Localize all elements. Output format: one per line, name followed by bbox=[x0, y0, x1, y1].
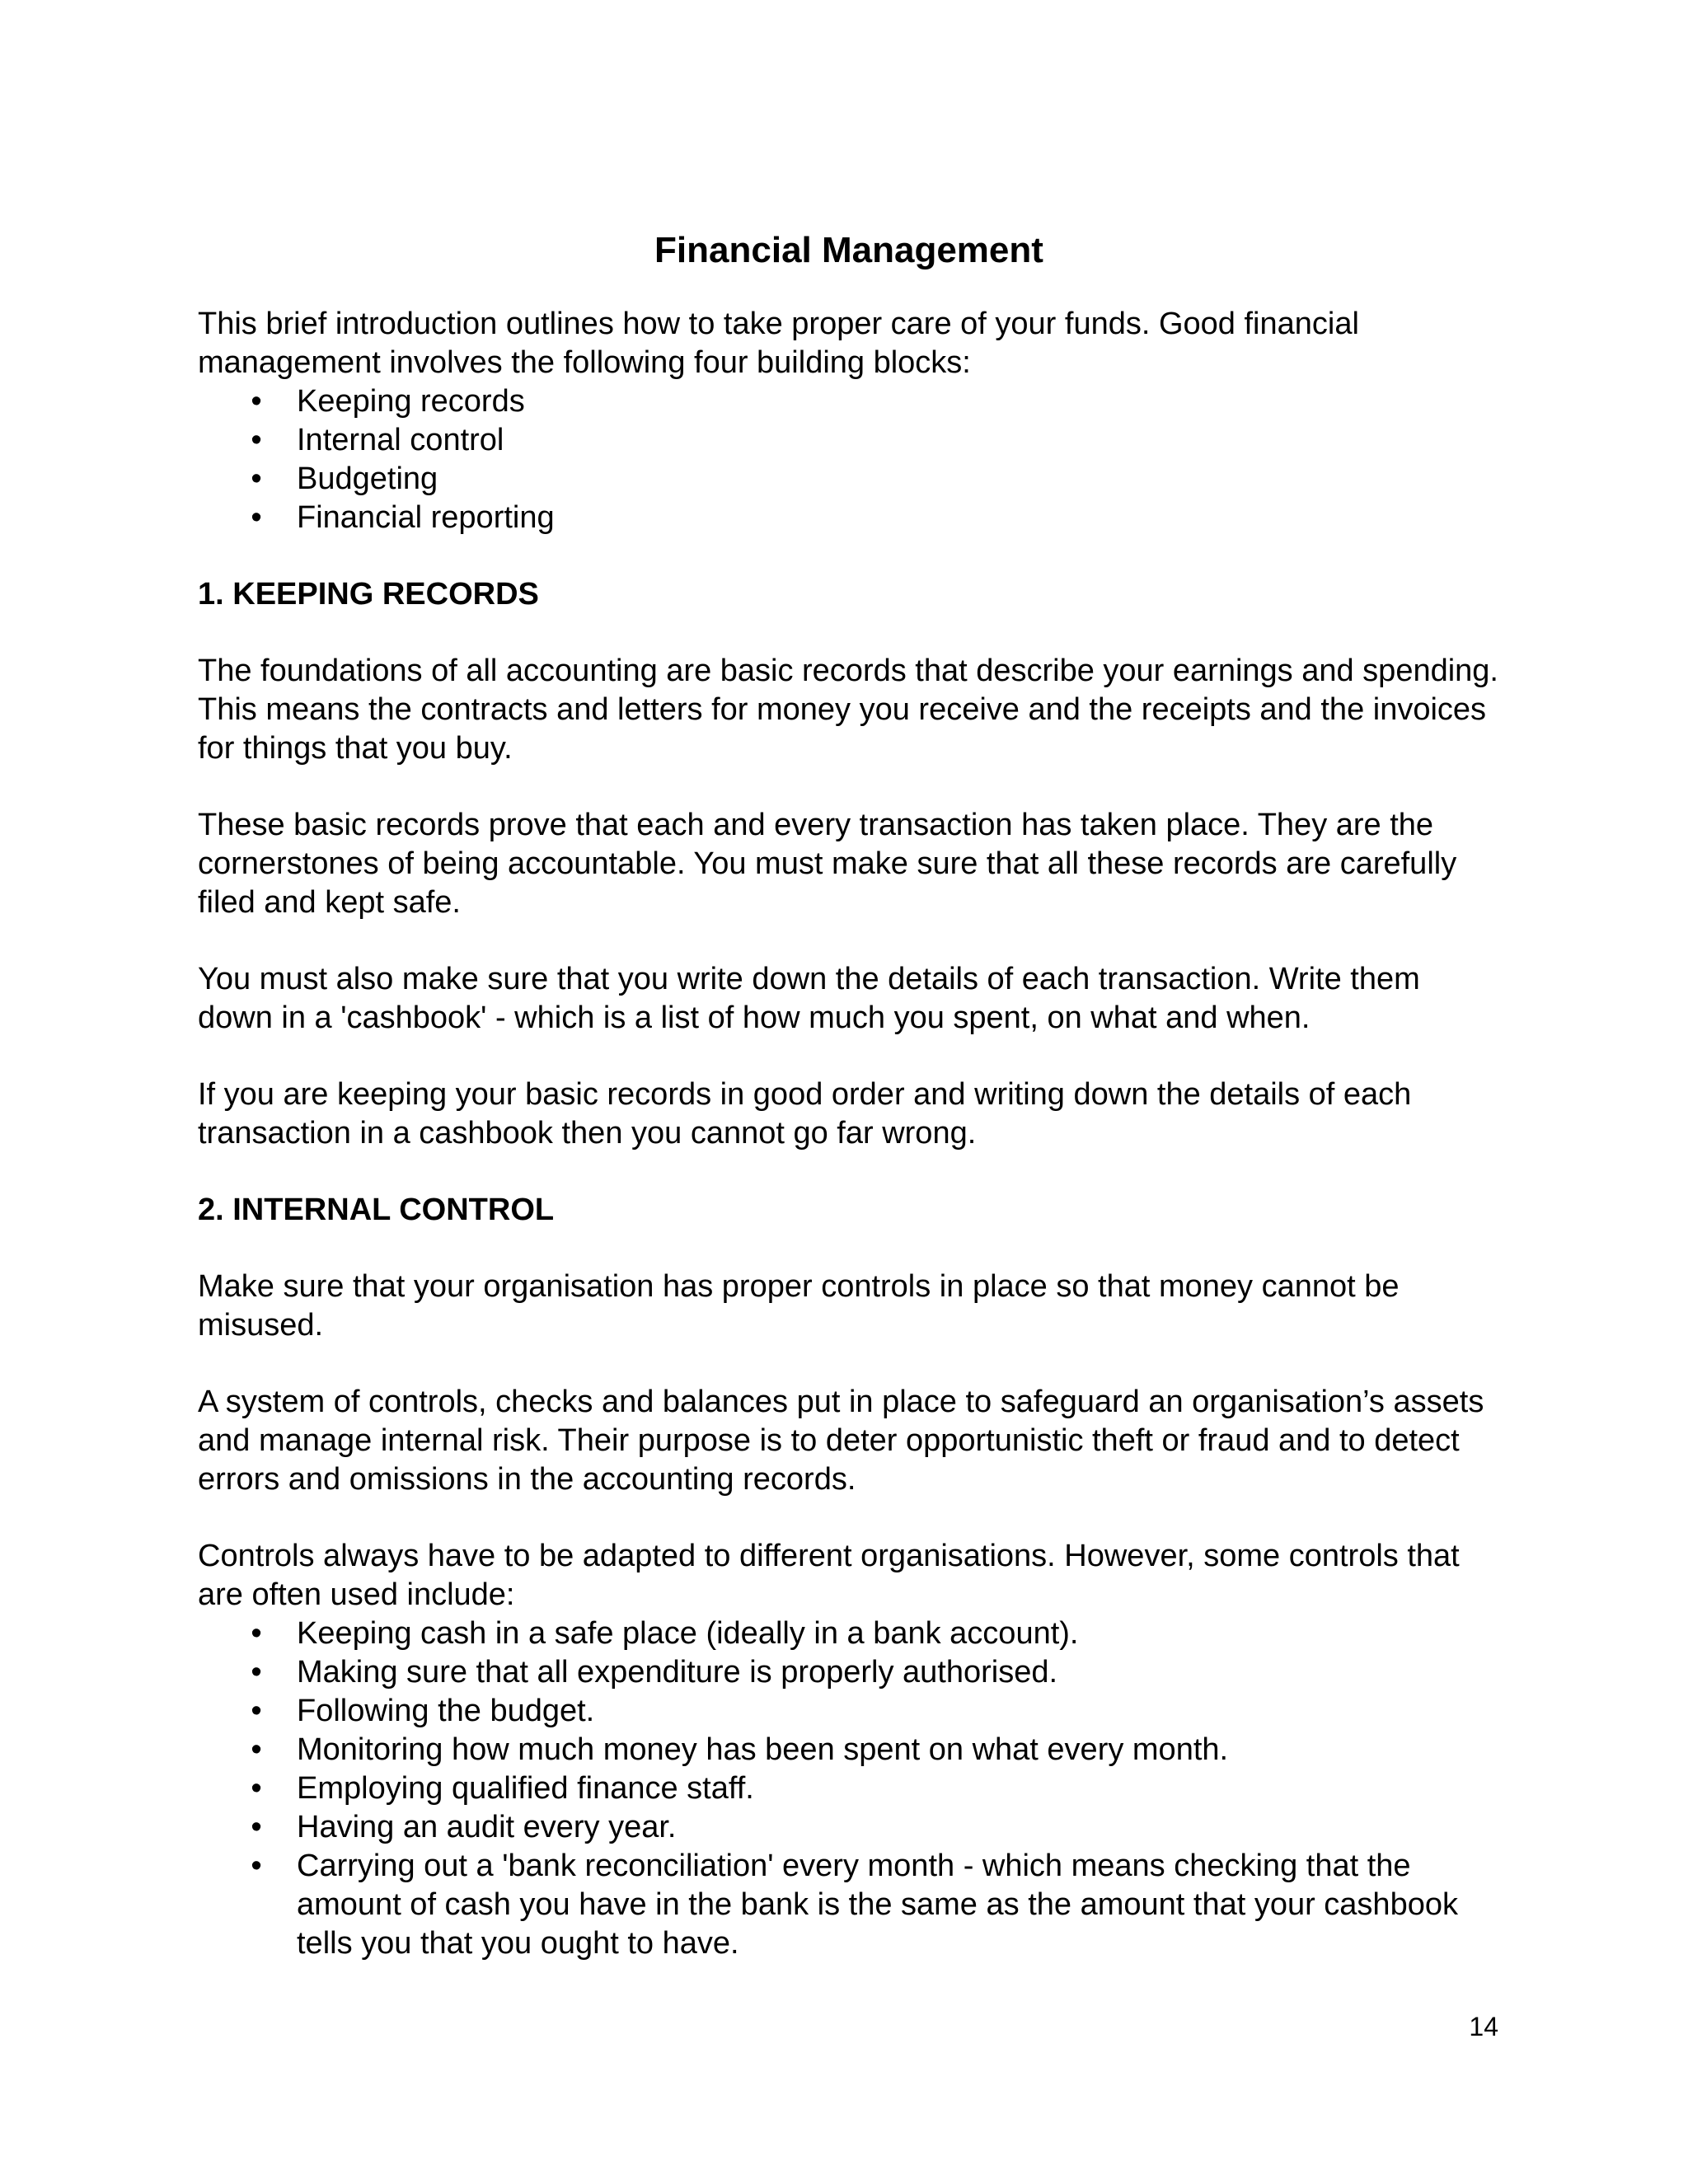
bullet-icon: • bbox=[251, 1694, 262, 1728]
paragraph: Controls always have to be adapted to different organisations. However, some controls that are often used include: bbox=[198, 1539, 1460, 1612]
list-item: • Employing qualified finance staff. bbox=[198, 1769, 1500, 1808]
bullet-icon: • bbox=[251, 1655, 262, 1690]
bullet-icon: • bbox=[251, 1732, 262, 1767]
page-number: 14 bbox=[1469, 2012, 1498, 2041]
list-item: • Keeping records bbox=[198, 382, 1500, 421]
page-title: Financial Management bbox=[654, 230, 1043, 270]
list-item: • Following the budget. bbox=[198, 1692, 1500, 1731]
section-heading-internal-control: 2. INTERNAL CONTROL bbox=[198, 1193, 555, 1227]
list-item: • Making sure that all expenditure is properly authorised. bbox=[198, 1653, 1500, 1692]
list-item: • Budgeting bbox=[198, 460, 1500, 499]
paragraph: The foundations of all accounting are basic records that describe your earnings and spending. This means the contracts and letters for money you receive and the receipts and the invoices for things that you buy. bbox=[198, 654, 1498, 766]
page-content bbox=[198, 229, 1500, 1963]
bullet-icon: • bbox=[251, 1616, 262, 1651]
list-item: • Internal control bbox=[198, 421, 1500, 460]
building-blocks-list bbox=[198, 382, 1500, 537]
paragraph: Make sure that your organisation has proper controls in place so that money cannot be misused. bbox=[198, 1269, 1400, 1343]
bullet-icon: • bbox=[251, 500, 262, 535]
paragraph: If you are keeping your basic records in good order and writing down the details of each transaction in a cashbook then you cannot go far wrong. bbox=[198, 1077, 1412, 1151]
bullet-icon: • bbox=[251, 423, 262, 457]
list-item: • Keeping cash in a safe place (ideally in a bank account). bbox=[198, 1615, 1500, 1653]
bullet-icon: • bbox=[251, 1849, 262, 1883]
list-item: • Financial reporting bbox=[198, 499, 1500, 537]
section-heading-keeping-records: 1. KEEPING RECORDS bbox=[198, 577, 539, 612]
list-item: • Carrying out a 'bank reconciliation' every month - which means checking that the amount of cash you have in the bank is the same as the amount that your cashbook tells you that you ought to have. bbox=[198, 1847, 1500, 1963]
bullet-icon: • bbox=[251, 1771, 262, 1806]
paragraph: You must also make sure that you write down the details of each transaction. Write them down in a 'cashbook' - which is a list of how much you spent, on what and when. bbox=[198, 962, 1420, 1035]
list-item: • Having an audit every year. bbox=[198, 1808, 1500, 1847]
controls-list bbox=[198, 1615, 1500, 1963]
list-item: • Monitoring how much money has been spent on what every month. bbox=[198, 1731, 1500, 1769]
paragraph: These basic records prove that each and every transaction has taken place. They are the cornerstones of being accountable. You must make sure that all these records are carefully filed and kept safe. bbox=[198, 808, 1457, 920]
bullet-icon: • bbox=[251, 384, 262, 419]
intro-paragraph: This brief introduction outlines how to take proper care of your funds. Good financial management involves the following four building blocks: bbox=[198, 307, 1359, 380]
paragraph: A system of controls, checks and balances put in place to safeguard an organisation’s assets and manage internal risk. Their purpose is to deter opportunistic theft or fraud and to detect errors and omissions in the accounting records. bbox=[198, 1385, 1484, 1497]
bullet-icon: • bbox=[251, 462, 262, 496]
bullet-icon: • bbox=[251, 1810, 262, 1844]
